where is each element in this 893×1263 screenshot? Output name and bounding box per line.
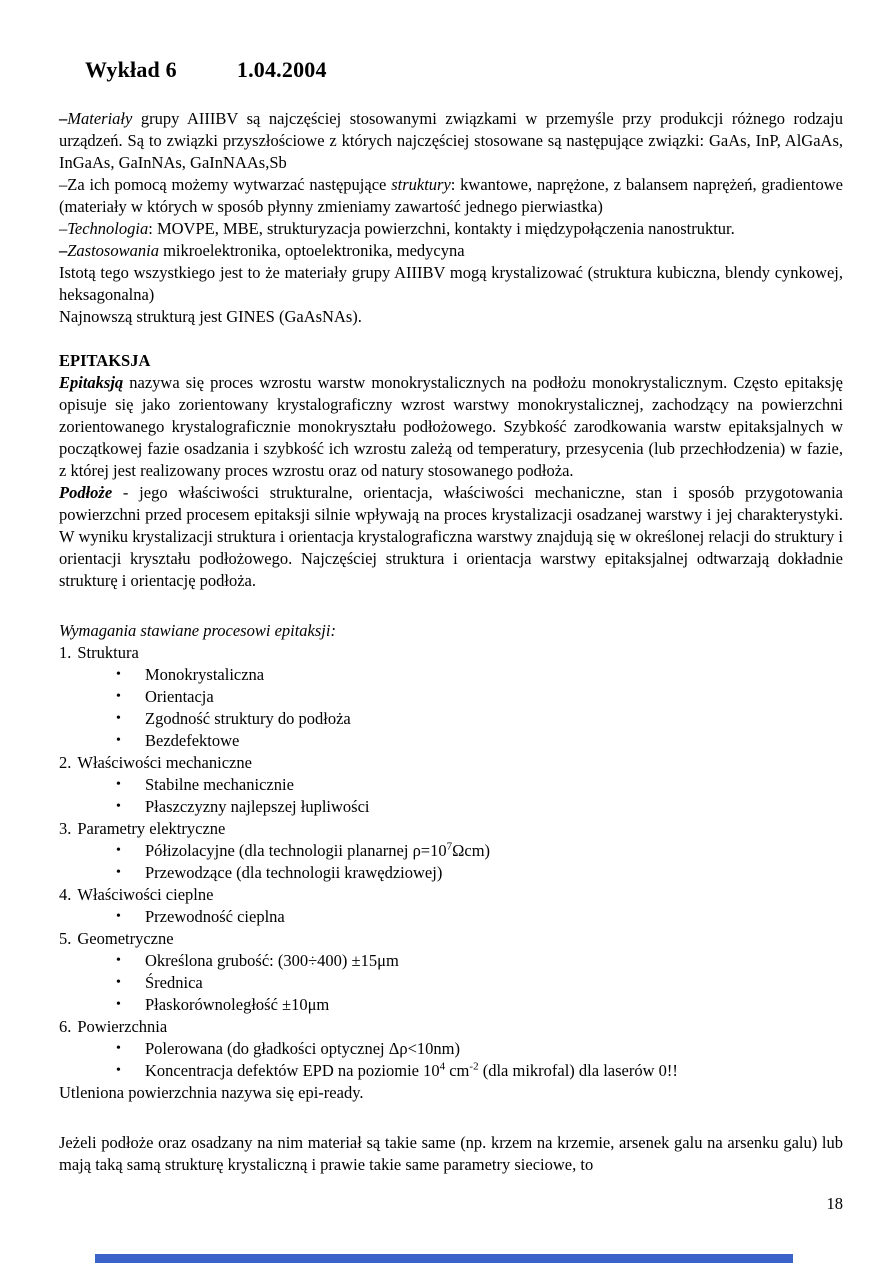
epitaxy-lead: Epitaksją (59, 373, 124, 392)
spacer (59, 592, 843, 620)
substrate-lead: Podłoże (59, 483, 113, 502)
bullet-marker: • (116, 1041, 121, 1056)
paragraph-epitaxy-definition (59, 372, 843, 482)
paragraph-gines: Najnowszą strukturą jest GINES (GaAsNAs). (59, 307, 362, 326)
bullet-item (59, 796, 843, 818)
requirements-intro: Wymagania stawiane procesowi epitaksji: (59, 621, 336, 640)
bullet-item (59, 972, 843, 994)
requirement-label: Właściwości cieplne (77, 885, 214, 904)
requirement-category (59, 642, 843, 664)
spacer (59, 1104, 843, 1132)
applications-lead: Zastosowania (67, 241, 159, 260)
technology-lead: Technologia (67, 219, 149, 238)
bullet-text: Płaskorównoległość ±10μm (145, 995, 330, 1014)
bullet-marker: • (116, 865, 121, 880)
applications-text: mikroelektronika, optoelektronika, medycyna (158, 241, 465, 260)
requirement-category (59, 1016, 843, 1038)
requirements-list (59, 642, 843, 1082)
superscript: -2 (469, 1060, 479, 1073)
bullet-item (59, 862, 843, 884)
paragraph-crystallization: Istotą tego wszystkiego jest to że materiały grupy AIIIBV mogą krystalizować (struktura kubiczna, blendy cynkowej, heksagonalna) (59, 263, 843, 304)
text-run: Koncentracja defektów EPD na poziomie 10 (145, 1061, 440, 1080)
paragraph-materials (59, 108, 843, 174)
paragraph-closing: Jeżeli podłoże oraz osadzany na nim materiał są takie same (np. krzem na krzemie, arsenek galu na arsenku galu) lub mają taką samą strukturę krystaliczną i prawie takie same parametry sieciowe, to (59, 1133, 843, 1174)
requirement-category (59, 818, 843, 840)
lecture-date: 1.04.2004 (236, 57, 327, 82)
requirement-label: Geometryczne (77, 929, 174, 948)
bullet-marker: • (116, 667, 121, 682)
requirement-number: 6. (59, 1017, 72, 1036)
section-heading-epitaksja: EPITAKSJA (59, 351, 151, 370)
requirement-label: Właściwości mechaniczne (77, 753, 252, 772)
requirement-number: 4. (59, 885, 72, 904)
requirement-number: 5. (59, 929, 72, 948)
requirement-label: Powierzchnia (77, 1017, 168, 1036)
dash-marker: – (59, 219, 68, 238)
bullet-item (59, 994, 843, 1016)
bullet-item (59, 950, 843, 972)
bullet-marker: • (116, 799, 121, 814)
bullet-text: Stabilne mechanicznie (145, 775, 294, 794)
requirements-section (59, 620, 843, 1104)
bullet-item (59, 774, 843, 796)
paragraph-substrate (59, 482, 843, 592)
structures-text: : kwantowe, naprężone, z balansem naprężeń, gradientowe (materiały w których w sposób płynny zmieniamy zawartość jednego pierwiastka) (59, 175, 843, 216)
paragraph-applications (59, 240, 843, 262)
superscript: 4 (439, 1060, 446, 1073)
dash-marker: – (59, 109, 68, 128)
bullet-marker: • (116, 777, 121, 792)
requirement-category (59, 752, 843, 774)
dash-marker: – (59, 241, 68, 260)
epitaxy-text: nazywa się proces wzrostu warstw monokrystalicznych na podłożu monokrystalicznym. Często epitaksję opisuje się jako zorientowany krystalograficzny wzrost warstwy monokrystalicznej, zachodzący na powierzchni zorientowanego krystalograficznie monokryształu podłożowego. Szybkość zarodkowania warstw epitaksjalnych w początkowej fazie osadzania i szybkość ich wzrostu zależą od temperatury, przesycenia (lub przechłodzenia) w fazie, z której jest realizowany proces wzrostu oraz od natury stosowanego podłoża. (59, 373, 843, 480)
intro-section (59, 108, 843, 328)
bullet-item (59, 1038, 843, 1060)
text-run: Ωcm) (452, 841, 491, 860)
bullet-text: Orientacja (145, 687, 214, 706)
text-run: cm (445, 1061, 470, 1080)
bullet-marker: • (116, 843, 121, 858)
text-run: Półizolacyjne (dla technologii planarnej ρ=10 (145, 841, 447, 860)
requirement-number: 1. (59, 643, 72, 662)
technology-text: : MOVPE, MBE, strukturyzacja powierzchni, kontakty i międzypołączenia nanostruktur. (148, 219, 735, 238)
lecture-title: Wykład 6 (85, 57, 177, 82)
materials-text: grupy AIIIBV są najczęściej stosowanymi związkami w przemyśle przy produkcji różnego rodzaju urządzeń. Są to związki przyszłościowe z których najczęściej stosowane są następujące związki: GaAs, InP, AlGaAs, InGaAs, GaInNAs, GaInNAAs,Sb (59, 109, 843, 172)
bullet-item (59, 708, 843, 730)
bullet-text: Przewodzące (dla technologii krawędziowej) (145, 863, 443, 882)
bullet-marker: • (116, 975, 121, 990)
materials-lead: Materiały (67, 109, 133, 128)
bullet-text: Monokrystaliczna (145, 665, 265, 684)
requirements-outro: Utleniona powierzchnia nazywa się epi-ready. (59, 1083, 364, 1102)
bullet-marker: • (116, 689, 121, 704)
bullet-text: Przewodność cieplna (145, 907, 285, 926)
bottom-accent-bar (95, 1254, 793, 1263)
epitaxy-section (59, 350, 843, 592)
requirement-number: 2. (59, 753, 72, 772)
bullet-text: Płaszczyzny najlepszej łupliwości (145, 797, 370, 816)
page-title (85, 56, 843, 84)
bullet-item (59, 730, 843, 752)
substrate-text: - jego właściwości strukturalne, orientacja, właściwości mechaniczne, stan i sposób przygotowania powierzchni przed procesem epitaksji silnie wpływają na proces krystalizacji osadzanej warstwy i jej charakterystyki. W wyniku krystalizacji struktura i orientacja krystalograficzna warstwy znajdują się w określonej relacji do struktury i orientacji kryształu podłożowego. Najczęściej struktura i orientacja warstwy epitaksjalnej odtwarzają dokładnie strukturę i orientację podłoża. (59, 483, 843, 590)
superscript: 7 (446, 840, 453, 853)
bullet-marker: • (116, 997, 121, 1012)
bullet-marker: • (116, 953, 121, 968)
page-number: 18 (826, 1194, 843, 1213)
requirement-label: Parametry elektryczne (77, 819, 226, 838)
bullet-item (59, 664, 843, 686)
bullet-item (59, 686, 843, 708)
paragraph-technology (59, 218, 843, 240)
bullet-marker: • (116, 909, 121, 924)
requirement-label: Struktura (77, 643, 139, 662)
bullet-text (145, 1060, 843, 1082)
bullet-text: Polerowana (do gładkości optycznej Δρ<10nm) (145, 1039, 460, 1058)
bullet-text: Zgodność struktury do podłoża (145, 709, 351, 728)
structures-emphasis: struktury (391, 175, 451, 194)
requirement-category (59, 928, 843, 950)
bullet-text: Średnica (145, 973, 203, 992)
bullet-marker: • (116, 711, 121, 726)
bullet-marker: • (116, 733, 121, 748)
bullet-text (145, 840, 843, 862)
dash-marker: – (59, 175, 68, 194)
spacer (59, 328, 843, 350)
structures-pre: Za ich pomocą możemy wytwarzać następujące (67, 175, 392, 194)
bullet-text: Bezdefektowe (145, 731, 240, 750)
requirement-category (59, 884, 843, 906)
bullet-item (59, 1060, 843, 1082)
bullet-item (59, 906, 843, 928)
requirement-number: 3. (59, 819, 72, 838)
bullet-text: Określona grubość: (300÷400) ±15μm (145, 951, 399, 970)
paragraph-structures (59, 174, 843, 218)
bullet-item (59, 840, 843, 862)
bullet-marker: • (116, 1063, 121, 1078)
text-run: (dla mikrofal) dla laserów 0!! (478, 1061, 678, 1080)
